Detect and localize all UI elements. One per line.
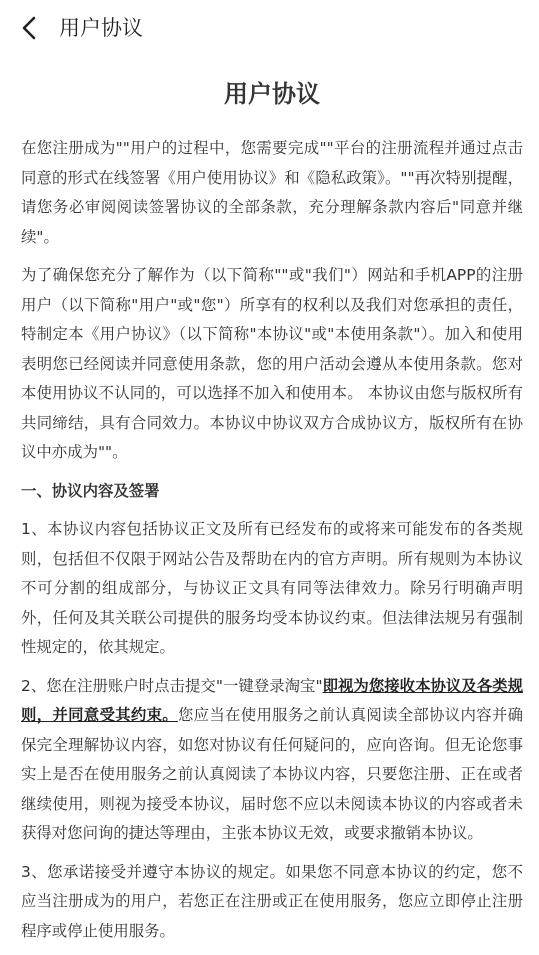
intro-paragraph: 在您注册成为""用户的过程中，您需要完成""平台的注册流程并通过点击同意的形式在线签署《用户使用协议》和《隐私政策》。""再次特别提醒，请您务必审阅阅读签署协议的全部条款，充分理解条款内容后"同意并继续"。 xyxy=(21,139,523,246)
clause-2 xyxy=(21,672,523,849)
clause-2-suffix: 您应当在使用服务之前认真阅读全部协议内容并确保完全理解协议内容，如您对协议有任何疑问的，应向咨询。但无论您事实上是否在使用服务之前认真阅读了本协议内容，只要您注册、正在或者继续使用，则视为接受本协议，届时您不应以未阅读本协议的内容或者未获得对您问询的捷达等理由，主张本协议无效，或要求撤销本协议。 xyxy=(21,706,523,842)
page-title: 用户协议 xyxy=(59,16,143,40)
clause-1: 1、本协议内容包括协议正文及所有已经发布的或将来可能发布的各类规则，包括但不仅限于网站公告及帮助在内的官方声明。所有规则为本协议不可分割的组成部分，与协议正文具有同等法律效力。除另行明确声明外，任何及其关联公司提供的服务均受本协议约束。但法律法规另有强制性规定的，依其规定。 xyxy=(21,520,523,656)
clause-2-prefix: 2、您在注册账户时点击提交"一键登录淘宝" xyxy=(21,676,323,695)
chevron-left-icon xyxy=(19,15,41,41)
document-title: 用户协议 xyxy=(224,80,320,108)
clause-3: 3、您承诺接受并遵守本协议的规定。如果您不同意本协议的约定，您不应当注册成为的用户，若您正在注册或正在使用服务，您应立即停止注册程序或停止使用服务。 xyxy=(21,862,523,940)
section-heading: 一、协议内容及签署 xyxy=(21,481,160,500)
intro-paragraph: 为了确保您充分了解作为（以下简称""或"我们"）网站和手机APP的注册用户（以下简称"用户"或"您"）所享有的权利以及我们对您承担的责任，特制定本《用户协议》（以下简称"本协议"或"本使用条款"）。加入和使用表明您已经阅读并同意使用条款，您的用户活动会遵从本使用条款。您对本使用协议不认同的，可以选择不加入和使用本。 本协议由您与版权所有共同缔结，具有合同效力。本协议中协议双方合成协议方，版权所有在协议中亦成为""。 xyxy=(21,266,523,461)
agreement-content xyxy=(21,76,523,955)
nav-bar xyxy=(0,0,539,56)
back-button[interactable] xyxy=(10,8,50,48)
clause-2-emphasis: 即视为您接收本协议及各类规则，并同意受其约束。 xyxy=(21,676,523,724)
